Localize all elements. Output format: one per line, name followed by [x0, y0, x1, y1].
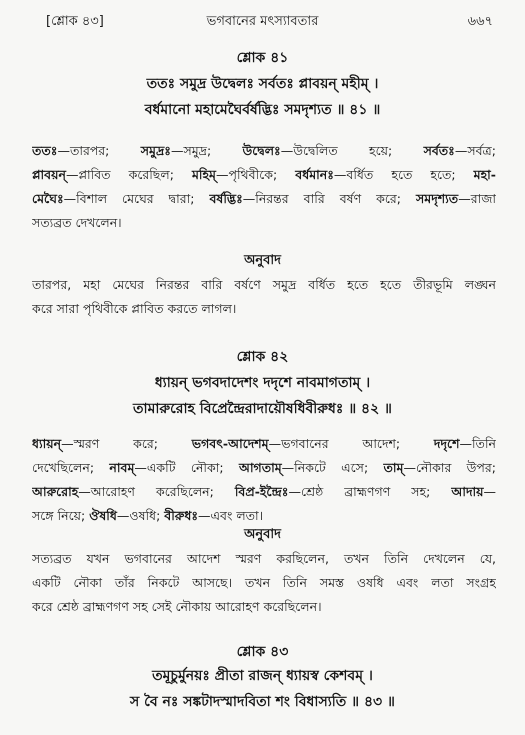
synonyms-line	[32, 432, 496, 456]
sanskrit-term: ঔষধি	[89, 508, 117, 523]
term-meaning: সঙ্গে নিয়ে;	[32, 508, 90, 523]
running-title: ভগবানের মৎস্যাবতার	[206, 14, 319, 29]
synonyms-line	[32, 456, 496, 480]
term-meaning: সত্যব্রত দেখলেন।	[32, 215, 122, 230]
translation-line: একটি নৌকা তাঁর নিকটে আসছে। তখন তিনি সমস্ত ওষধি এবং লতা সংগ্রহ	[32, 575, 496, 590]
verse-41-synonyms	[32, 139, 496, 235]
verse-42-line-2: তামারুরোহ বিপ্রেন্দ্রৈরাদায়ৌষধিবীরুধঃ ॥ ৪২ ॥	[133, 401, 392, 417]
term-meaning: —উদ্বেলিত হয়ে;	[280, 143, 424, 158]
sanskrit-term: ততঃ	[32, 143, 58, 158]
term-meaning: —রাজা	[458, 191, 496, 206]
term-meaning: —প্লাবিত করেছিল;	[65, 167, 192, 182]
term-meaning: —তারপর;	[57, 143, 141, 158]
sanskrit-term: মহা-	[473, 167, 496, 182]
synonyms-line	[32, 163, 496, 187]
synonyms-line	[32, 211, 496, 235]
verse-43-label: শ্লোক ৪৩	[236, 644, 289, 660]
sanskrit-term: বিপ্র-ইন্দ্রৈঃ	[234, 484, 289, 499]
term-meaning: —ভগবানের আদেশ;	[268, 436, 434, 451]
verse-43-line-1: তমূচুর্মুনয়ঃ প্রীতা রাজন্ ধ্যায়স্ব কেশবম্ ।	[152, 668, 373, 684]
term-meaning: —নিরন্তর বারি বর্ষণ করে;	[242, 191, 417, 206]
sanskrit-term: আরুরোহ	[32, 484, 79, 499]
sanskrit-term: উদ্বেলঃ	[242, 143, 281, 158]
verse-41-line-2: বর্ধমানো মহামেঘৈর্বর্ষদ্ভিঃ সমদৃশ্যত ॥ ৪১ ॥	[144, 102, 381, 118]
sanskrit-term: সমুদ্রঃ	[140, 143, 171, 158]
sanskrit-term: মেঘৈঃ	[32, 191, 64, 206]
verse-43-line-2: স বৈ নঃ সঙ্কটাদস্মাদবিতা শং বিধাস্যতি ॥ ৪৩ ॥	[130, 694, 395, 710]
synonyms-line	[32, 187, 496, 211]
sanskrit-term: মহিম্	[191, 167, 216, 182]
synonyms-line	[32, 139, 496, 163]
term-meaning: —নিকটে এসে;	[281, 460, 384, 475]
term-meaning: —বর্ধিত হতে হতে;	[333, 167, 474, 182]
sanskrit-term: দদৃশে	[433, 436, 460, 451]
verse-42-translation-heading: অনুবাদ	[244, 527, 281, 542]
verse-41-translation	[32, 273, 496, 321]
sanskrit-term: তাম্	[383, 460, 404, 475]
translation-line: সত্যব্রত যখন ভগবানের আদেশ স্মরণ করছিলেন, তখন তিনি দেখলেন যে,	[32, 551, 496, 566]
translation-line: করে শ্রেষ্ঠ ব্রাহ্মণগণ সহ সেই নৌকায় আরোহণ করেছিলেন।	[32, 599, 322, 614]
term-meaning: দেখেছিলেন;	[32, 460, 110, 475]
page-number: ৬৬৭	[467, 14, 493, 29]
verse-41-translation-heading: অনুবাদ	[244, 253, 281, 268]
term-meaning: —তিনি	[459, 436, 496, 451]
term-meaning: —শ্রেষ্ঠ ব্রাহ্মণগণ সহ;	[288, 484, 452, 499]
synonyms-line	[32, 480, 496, 504]
translation-line: তারপর, মহা মেঘের নিরন্তর বারি বর্ষণে সমুদ্র বর্ধিত হতে হতে তীরভূমি লঙ্ঘন	[32, 277, 496, 292]
term-meaning: —ওষধি;	[116, 508, 165, 523]
term-meaning: —স্মরণ করে;	[61, 436, 192, 451]
term-meaning: —	[483, 484, 496, 499]
sanskrit-term: ধ্যায়ন্	[32, 436, 62, 451]
sanskrit-term: নাবম্	[109, 460, 135, 475]
term-meaning: —নৌকার উপর;	[403, 460, 496, 475]
term-meaning: —আরোহণ করেছিলেন;	[78, 484, 235, 499]
sanskrit-term: আগতাম্	[238, 460, 282, 475]
term-meaning: —এবং লতা।	[198, 508, 264, 523]
term-meaning: —সমুদ্র;	[170, 143, 243, 158]
sanskrit-term: সমদৃশ্যত	[416, 191, 459, 206]
sanskrit-term: ভগবৎ-আদেশম্	[191, 436, 269, 451]
term-meaning: —পৃথিবীকে;	[216, 167, 296, 182]
sanskrit-term: বর্ষদ্ভিঃ	[209, 191, 243, 206]
verse-41-label: শ্লোক ৪১	[236, 50, 289, 66]
sanskrit-term: সর্বতঃ	[423, 143, 455, 158]
verse-42-line-1: ধ্যায়ন্ ভগবদাদেশং দদৃশে নাবমাগতাম্ ।	[154, 375, 371, 391]
sanskrit-term: আদায়	[451, 484, 484, 499]
sanskrit-term: প্লাবয়ন্	[32, 167, 66, 182]
verse-42-label: শ্লোক ৪২	[236, 349, 289, 365]
sanskrit-term: বর্ধমানঃ	[295, 167, 334, 182]
translation-line: করে সারা পৃথিবীকে প্লাবিত করতে লাগল।	[32, 301, 237, 316]
term-meaning: —সর্বত্র;	[454, 143, 496, 158]
verse-41-line-1: ততঃ সমুদ্র উদ্বেলঃ সর্বতঃ প্লাবয়ন্ মহীম্ ।	[146, 76, 379, 92]
term-meaning: —বিশাল মেঘের দ্বারা;	[63, 191, 210, 206]
sanskrit-term: বীরুধঃ	[164, 508, 199, 523]
verse-42-translation	[32, 547, 496, 619]
verse-reference: [শ্লোক ৪৩]	[46, 14, 104, 29]
verse-42-synonyms	[32, 432, 496, 528]
term-meaning: —একটি নৌকা;	[134, 460, 239, 475]
